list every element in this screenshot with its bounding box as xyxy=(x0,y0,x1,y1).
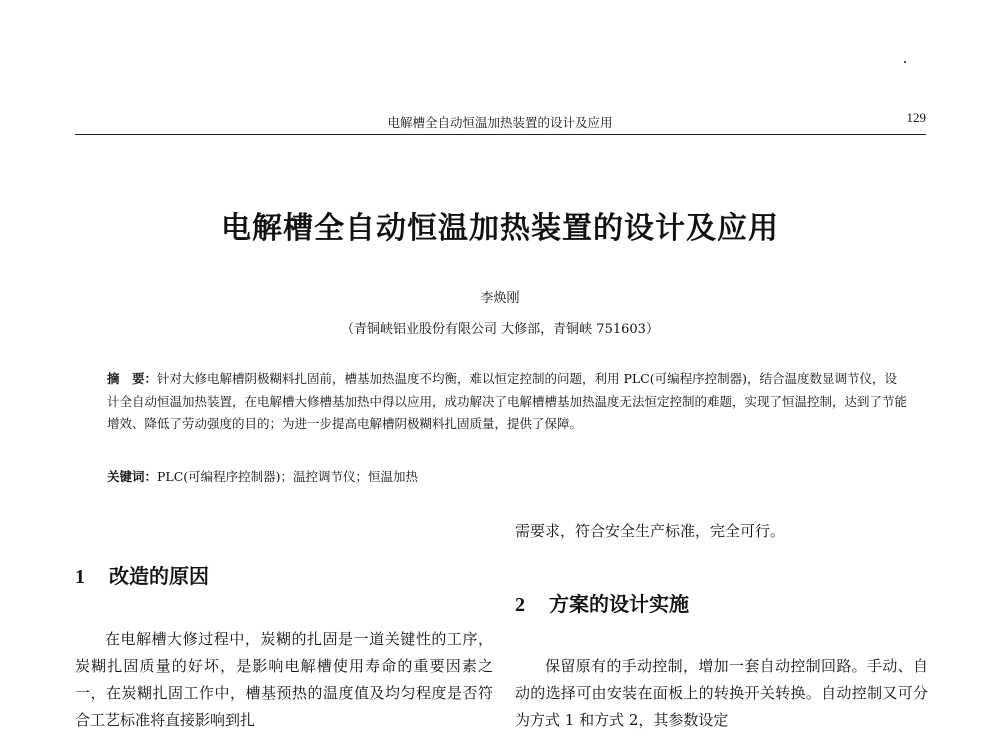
header-rule xyxy=(75,134,926,135)
section-1-title: 改造的原因 xyxy=(109,564,209,588)
section-1-continuation: 需要求，符合安全生产标准，完全可行。 xyxy=(515,522,786,540)
section-2-heading xyxy=(515,588,689,617)
section-2-number: 2 xyxy=(515,594,525,616)
keywords-label: 关键词： xyxy=(107,469,158,484)
section-1-number: 1 xyxy=(75,566,85,588)
section-1-heading xyxy=(75,560,209,589)
keywords xyxy=(107,466,907,489)
keywords-text: PLC(可编程序控制器)；温控调节仪；恒温加热 xyxy=(157,469,419,484)
article-title: 电解槽全自动恒温加热装置的设计及应用 xyxy=(221,211,779,246)
abstract xyxy=(107,368,907,436)
section-1-paragraph: 在电解槽大修过程中，炭糊的扎固是一道关键性的工序，炭糊扎固质量的好坏，是影响电解槽使用寿命的重要因素之一，在炭糊扎固工作中，槽基预热的温度值及均匀程度是否符合工艺标准将直接影响到扎 xyxy=(75,630,493,729)
abstract-label: 摘 要： xyxy=(107,371,158,386)
page-number: 129 xyxy=(906,110,926,125)
scan-speck xyxy=(904,61,906,63)
abstract-text: 针对大修电解槽阴极糊料扎固前，槽基加热温度不均衡，难以恒定控制的问题，利用 PLC(可编程序控制器)，结合温度数显调节仪，设计全自动恒温加热装置，在电解槽大修槽基加热中得以应用，成功解决了电解槽槽基加热温度无法恒定控制的难题，实现了恒温控制，达到了节能增效、降低了劳动强度的目的；为进一步提高电解槽阴极糊料扎固质量，提供了保障。 xyxy=(107,371,908,431)
section-2-title: 方案的设计实施 xyxy=(549,592,689,616)
affiliation: （青铜峡铝业股份有限公司 大修部，青铜峡 751603） xyxy=(341,322,659,337)
author: 李焕刚 xyxy=(480,291,520,306)
section-2-paragraph: 保留原有的手动控制，增加一套自动控制回路。手动、自动的选择可由安装在面板上的转换开关转换。自动控制又可分为方式 1 和方式 2，其参数设定 xyxy=(515,657,928,729)
running-header-title: 电解槽全自动恒温加热装置的设计及应用 xyxy=(387,115,613,130)
